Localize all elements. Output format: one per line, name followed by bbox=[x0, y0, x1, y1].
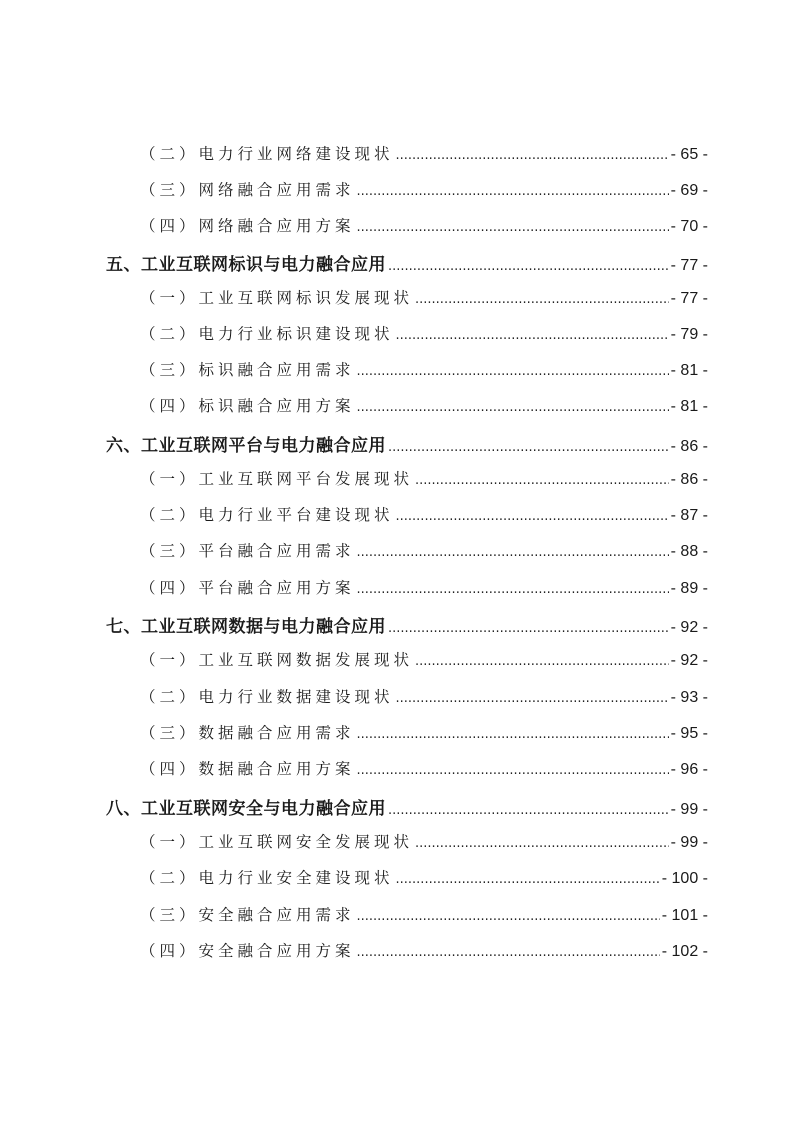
dot-leader bbox=[357, 220, 669, 235]
toc-entry[interactable] bbox=[140, 503, 708, 527]
dot-leader bbox=[388, 803, 669, 818]
toc-page-number: - 89 - bbox=[670, 580, 708, 597]
toc-page-number: - 96 - bbox=[670, 761, 708, 778]
toc-entry-title: （四）数据融合应用方案 bbox=[140, 760, 355, 778]
toc-chapter-entry[interactable] bbox=[106, 431, 708, 455]
toc-entry[interactable] bbox=[140, 939, 708, 963]
toc-entry-title: （二）电力行业安全建设现状 bbox=[140, 869, 394, 887]
toc-page-number: - 87 - bbox=[670, 507, 708, 524]
dot-leader bbox=[357, 364, 669, 379]
toc-entry-title: （四）平台融合应用方案 bbox=[140, 579, 355, 597]
toc-entry-title: （一）工业互联网标识发展现状 bbox=[140, 289, 414, 307]
toc-entry[interactable] bbox=[140, 322, 708, 346]
toc-page-number: - 77 - bbox=[670, 257, 708, 274]
toc-chapter-title: 八、工业互联网安全与电力融合应用 bbox=[106, 799, 386, 818]
toc-entry[interactable] bbox=[140, 903, 708, 927]
toc-entry[interactable] bbox=[140, 648, 708, 672]
toc-page-number: - 81 - bbox=[670, 398, 708, 415]
toc-entry[interactable] bbox=[140, 467, 708, 491]
toc-page-number: - 102 - bbox=[661, 943, 708, 960]
toc-entry-title: （三）数据融合应用需求 bbox=[140, 724, 355, 742]
toc-chapter-entry[interactable] bbox=[106, 612, 708, 636]
toc-entry[interactable] bbox=[140, 214, 708, 238]
toc-page-number: - 86 - bbox=[670, 471, 708, 488]
dot-leader bbox=[396, 872, 660, 887]
toc-entry[interactable] bbox=[140, 358, 708, 382]
toc-entry-title: （二）电力行业数据建设现状 bbox=[140, 688, 394, 706]
toc-entry[interactable] bbox=[140, 178, 708, 202]
toc-page-number: - 99 - bbox=[670, 834, 708, 851]
dot-leader bbox=[396, 328, 669, 343]
toc-entry-title: （二）电力行业平台建设现状 bbox=[140, 506, 394, 524]
toc-page-number: - 92 - bbox=[670, 619, 708, 636]
dot-leader bbox=[415, 292, 669, 307]
dot-leader bbox=[388, 440, 669, 455]
toc-page-number: - 81 - bbox=[670, 362, 708, 379]
toc-chapter-title: 六、工业互联网平台与电力融合应用 bbox=[106, 436, 386, 455]
toc-entry-title: （三）网络融合应用需求 bbox=[140, 181, 355, 199]
toc-page-number: - 99 - bbox=[670, 801, 708, 818]
dot-leader bbox=[357, 545, 669, 560]
toc-page-number: - 88 - bbox=[670, 543, 708, 560]
dot-leader bbox=[415, 654, 669, 669]
toc-entry-title: （四）标识融合应用方案 bbox=[140, 397, 355, 415]
toc-entry-title: （一）工业互联网平台发展现状 bbox=[140, 470, 414, 488]
dot-leader bbox=[388, 621, 669, 636]
toc-entry[interactable] bbox=[140, 142, 708, 166]
dot-leader bbox=[415, 836, 669, 851]
toc-entry[interactable] bbox=[140, 757, 708, 781]
toc-chapter-title: 五、工业互联网标识与电力融合应用 bbox=[106, 255, 386, 274]
dot-leader bbox=[357, 400, 669, 415]
toc-entry-title: （一）工业互联网数据发展现状 bbox=[140, 651, 414, 669]
toc-entry-title: （二）电力行业标识建设现状 bbox=[140, 325, 394, 343]
toc-page-number: - 92 - bbox=[670, 652, 708, 669]
dot-leader bbox=[357, 727, 669, 742]
toc-chapter-title: 七、工业互联网数据与电力融合应用 bbox=[106, 617, 386, 636]
toc-entry[interactable] bbox=[140, 830, 708, 854]
dot-leader bbox=[388, 259, 669, 274]
toc-entry[interactable] bbox=[140, 866, 708, 890]
toc-page-number: - 93 - bbox=[670, 689, 708, 706]
toc-entry-title: （四）安全融合应用方案 bbox=[140, 942, 355, 960]
dot-leader bbox=[415, 473, 669, 488]
toc-page-number: - 79 - bbox=[670, 326, 708, 343]
dot-leader bbox=[357, 184, 669, 199]
dot-leader bbox=[396, 691, 669, 706]
toc-page-number: - 95 - bbox=[670, 725, 708, 742]
toc-entry[interactable] bbox=[140, 685, 708, 709]
toc-page-number: - 77 - bbox=[670, 290, 708, 307]
dot-leader bbox=[357, 945, 660, 960]
toc-entry-title: （三）安全融合应用需求 bbox=[140, 906, 355, 924]
toc-page-number: - 100 - bbox=[661, 870, 708, 887]
dot-leader bbox=[357, 582, 669, 597]
toc-page-number: - 70 - bbox=[670, 218, 708, 235]
toc-entry[interactable] bbox=[140, 721, 708, 745]
toc-chapter-entry[interactable] bbox=[106, 794, 708, 818]
toc-page-number: - 65 - bbox=[670, 146, 708, 163]
toc-entry-title: （三）平台融合应用需求 bbox=[140, 542, 355, 560]
toc-entry-title: （一）工业互联网安全发展现状 bbox=[140, 833, 414, 851]
toc-entry[interactable] bbox=[140, 576, 708, 600]
toc-entry[interactable] bbox=[140, 286, 708, 310]
toc-entry[interactable] bbox=[140, 394, 708, 418]
toc-page-number: - 86 - bbox=[670, 438, 708, 455]
dot-leader bbox=[396, 148, 669, 163]
toc-entry-title: （三）标识融合应用需求 bbox=[140, 361, 355, 379]
toc-entry-title: （二）电力行业网络建设现状 bbox=[140, 145, 394, 163]
toc-page-number: - 69 - bbox=[670, 182, 708, 199]
toc-entry[interactable] bbox=[140, 539, 708, 563]
toc-page-number: - 101 - bbox=[661, 907, 708, 924]
dot-leader bbox=[357, 763, 669, 778]
toc-chapter-entry[interactable] bbox=[106, 250, 708, 274]
toc-entry-title: （四）网络融合应用方案 bbox=[140, 217, 355, 235]
dot-leader bbox=[396, 509, 669, 524]
dot-leader bbox=[357, 909, 660, 924]
